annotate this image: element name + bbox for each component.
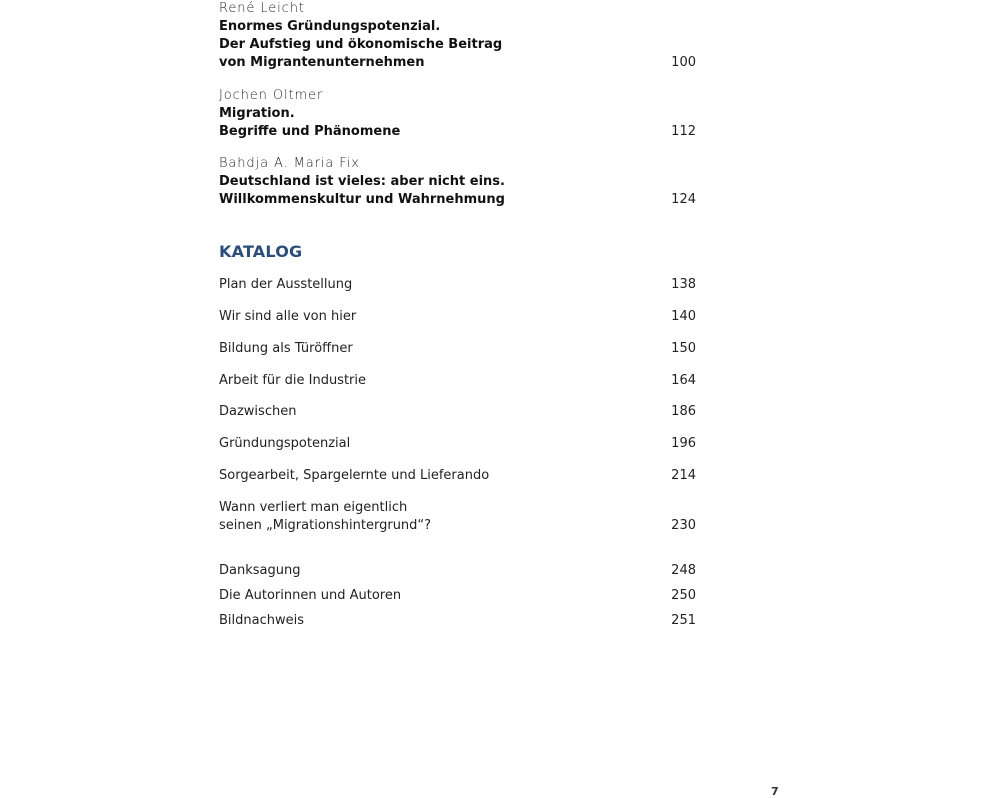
essay-title-line: Enormes Gründungspotenzial.	[219, 19, 441, 34]
page-number: 230	[671, 518, 696, 533]
toc-entry-appendix	[219, 612, 696, 630]
toc-entry-catalog	[219, 435, 696, 453]
folio-page-number: 7	[771, 785, 779, 798]
essay-title-line: Deutschland ist vieles: aber nicht eins.	[219, 174, 505, 189]
essay-title-line: Begriffe und Phänomene	[219, 124, 401, 139]
toc-entry-catalog	[219, 467, 696, 485]
toc-entry-appendix	[219, 587, 696, 605]
catalog-item-label: Arbeit für die Industrie	[219, 373, 367, 388]
page-number: 196	[671, 436, 696, 451]
page-number: 140	[671, 309, 696, 324]
toc-entry-catalog	[219, 276, 696, 294]
author-name: Bahdja A. Maria Fix	[219, 156, 360, 171]
page-number: 112	[671, 124, 696, 139]
author-name: René Leicht	[219, 1, 305, 16]
toc-entry-catalog	[219, 308, 696, 326]
toc-entry-catalog	[219, 499, 696, 535]
toc-entry-essay	[219, 87, 696, 141]
page-number: 150	[671, 341, 696, 356]
essay-title-line: Migration.	[219, 106, 295, 121]
catalog-item-label: Dazwischen	[219, 404, 297, 419]
page-number: 124	[671, 192, 696, 207]
table-of-contents	[219, 0, 696, 640]
toc-entry-essay	[219, 0, 696, 72]
catalog-item-label: Sorgearbeit, Spargelernte und Lieferando	[219, 468, 490, 483]
page-number: 186	[671, 404, 696, 419]
catalog-item-label: Wir sind alle von hier	[219, 309, 357, 324]
toc-entry-catalog	[219, 403, 696, 421]
appendix-item-label: Die Autorinnen und Autoren	[219, 588, 402, 603]
appendix-item-label: Danksagung	[219, 563, 301, 578]
page-number: 250	[671, 588, 696, 603]
essay-title-line: Der Aufstieg und ökonomische Beitrag	[219, 37, 503, 52]
page-number: 138	[671, 277, 696, 292]
page-number: 164	[671, 373, 696, 388]
page-number: 248	[671, 563, 696, 578]
section-heading-katalog: KATALOG	[219, 242, 303, 261]
page-number: 214	[671, 468, 696, 483]
catalog-item-label: seinen „Migrationshintergrund“?	[219, 518, 432, 533]
catalog-item-label: Bildung als Türöffner	[219, 341, 353, 356]
page-number: 100	[671, 55, 696, 70]
catalog-item-label: Gründungspotenzial	[219, 436, 351, 451]
catalog-item-label: Plan der Ausstellung	[219, 277, 353, 292]
essay-title-line: Willkommenskultur und Wahrnehmung	[219, 192, 505, 207]
page-number: 251	[671, 613, 696, 628]
essay-title-line: von Migrantenunternehmen	[219, 55, 425, 70]
toc-entry-essay	[219, 155, 696, 209]
toc-entry-catalog	[219, 372, 696, 390]
author-name: Jochen Oltmer	[219, 88, 324, 103]
catalog-item-label: Wann verliert man eigentlich	[219, 500, 408, 515]
appendix-item-label: Bildnachweis	[219, 613, 305, 628]
toc-entry-catalog	[219, 340, 696, 358]
toc-entry-appendix	[219, 562, 696, 580]
